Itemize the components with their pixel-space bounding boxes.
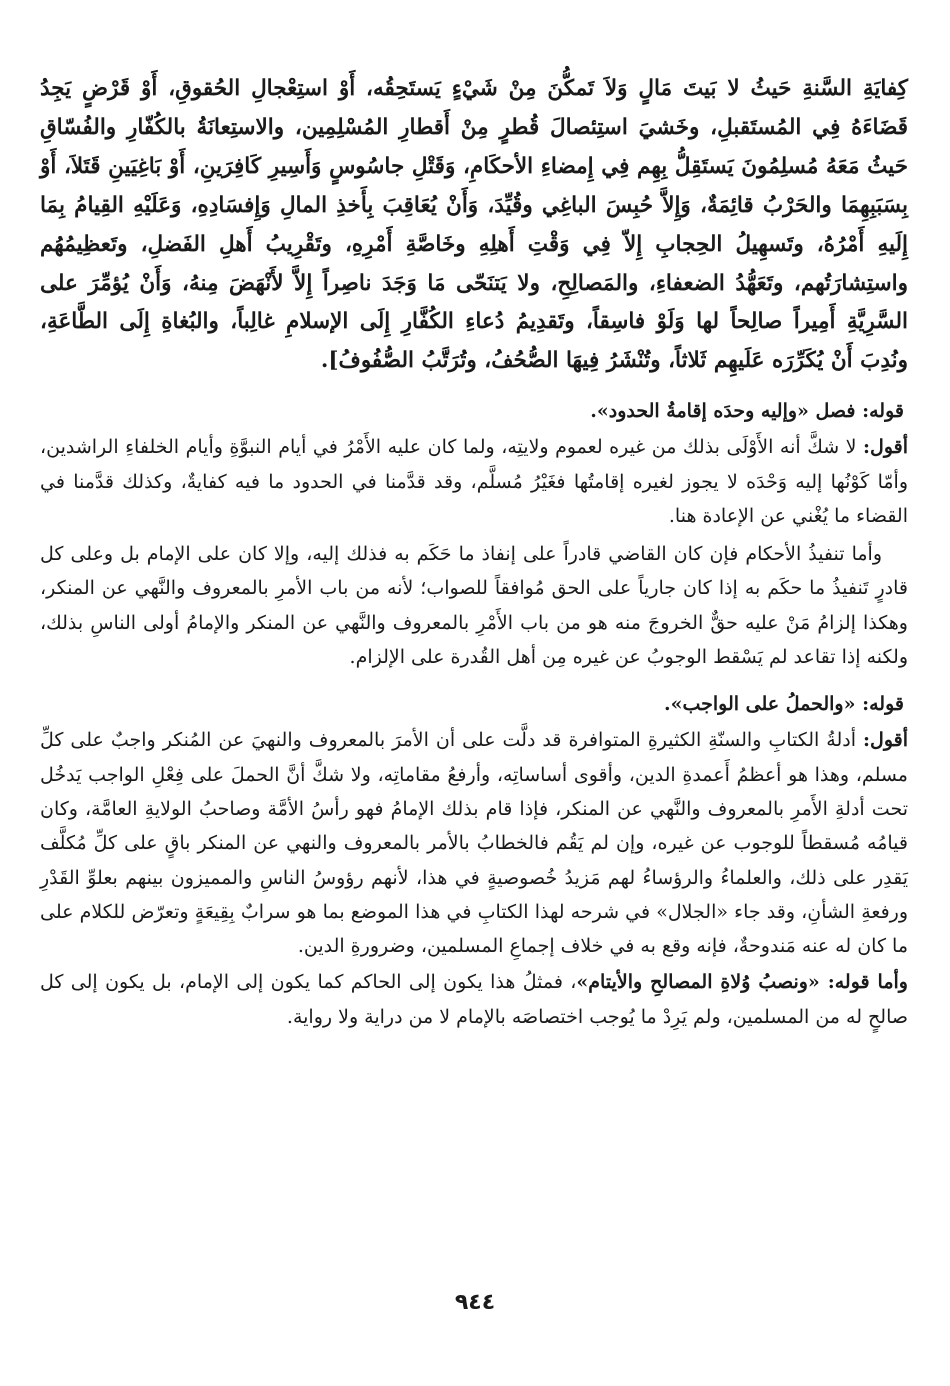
- paragraph-text: ، فمثلُ هذا يكون إلى الحاكم كما يكون إلى الإمام، بل يكون إلى كل صالحٍ له من المسلمين، ولم يَرِدْ ما يُوجب اختصاصَه بالإمام لا من دراية ولا رواية.: [40, 971, 908, 1028]
- matn-block: [40, 70, 908, 381]
- page-number: ٩٤٤: [454, 1290, 496, 1315]
- paragraph-text: أدلةُ الكتابِ والسنّةِ الكثيرةِ المتوافرة قد دلَّت على أن الأمرَ بالمعروف والنهيَ عن المُنكر واجبٌ على كلِّ مسلم، وهذا هو أعظمُ أَعمدةِ الدين، وأقوى أساساتِه، وأرفعُ مقاماتِه، ولا شكَّ أنَّ الحملَ على فِعْلِ الواجب يَدخُل تحت أدلةِ الأَمرِ بالمعروف والنَّهي عن المنكر، فإذا قام بذلك الإمامُ فهو رأسُ الأمَّة وصاحبُ الولايةِ العامَّة، وكان قيامُه مُسقطاً للوجوب عن غيره، وإن لم يَقُم فالخطابُ بالأمر بالمعروف والنهي عن المنكر باقٍ على كلِّ مُكلَّف يَقدِر على ذلك، والعلماءُ والرؤساءُ لهم مَزيدُ خُصوصيةٍ في هذا، لأنهم رؤوسُ الناسِ والمميزون بينهم بعلوِّ القَدْرِ ورفعةِ الشأنِ، وقد جاء «الجلال» في شرحه لهذا الكتابِ في هذا الموضع بما هو سرابٌ بِقِيعَةٍ وتعرّض للكلام على ما كان له عنه مَندوحةٌ، فإنه وقع به في خلاف إجماعِ المسلمين، وضرورةِ الدين.: [40, 729, 908, 958]
- sharh-paragraph: [40, 965, 908, 1034]
- qawluh-heading: قوله: فصل «وإليه وحدَه إقامةُ الحدود».: [590, 400, 904, 423]
- paragraph-lead: أقول:: [863, 436, 908, 459]
- matn-text: كِفايَةِ السَّنةِ حَيثُ لا بَيتَ مَالٍ وَلاَ تَمكُّنَ مِنْ شَيْءٍ يَستَحِقُه، أَوْ استِعْجالِ الحُقوقِ، أَوْ قَرْضٍ يَجِدُ قَضَاءَهُ فِي المُستَقبلِ، وخَشيَ استِئصالَ قُطرٍ مِنْ أَقطارِ المُسْلِمِين، والاستِعانَةُ بالكُفّارِ والفُسّاقِ حَيثُ مَعَهُ مُسلِمُونَ يَستَقِلُّ بِهِم فِي إِمضاءِ الأحكَامِ، وَقَتْلِ جاسُوسٍ وَأَسِيرِ كَافِرَينِ، أَوْ بَاغِيَينِ قَتَلاَ، أَوْ بِسَبَبِهِمَا والحَرْبُ قائِمَةٌ، وَإِلاَّ حُبِسَ الباغِي وقُيِّدَ، وَأَنْ يُعَاقِبَ بِأَخذِ المالِ وَإِفسَادِهِ، وَعَلَيْهِ القِيامُ بِمَا إِلَيهِ أَمْرُهُ، وتَسهِيلُ الحِجابِ إِلاّ فِي وَقْتِ أَهلِهِ وخَاصَّةِ أَمْرِهِ، وتَقْرِيبُ أَهلِ الفَضلِ، وتَعظِيمُهُم واستِشارَتُهم، وتَعَهُّدُ الضعفاءِ، والمَصالِحِ، ولا يَتنَحّى مَا وَجَدَ ناصِراً إِلاَّ لأَنْهَضَ مِنهُ، وَأَنْ يُؤمِّرَ على السَّرِيَّةِ أَمِيراً صالِحاً لها وَلَوْ فاسِقاً، وتَقدِيمُ دُعاءِ الكُفَّارِ إِلَى الإسلامِ غالِباً، والبُغاةِ إِلَى الطَّاعَةِ، ونُدِبَ أَنْ يُكَرِّرَه عَلَيهِم ثَلاثاً، وتُنْشَرُ فِيهَا الصُّحُفُ، وتُرَتَّبُ الصُّفُوفُ].: [40, 76, 908, 374]
- paragraph-text: لا شكَّ أنه الأَوْلَى بذلك من غيره لعموم ولايتِه، ولما كان عليه الأَمْرُ في أيام النبوَّةِ وأيام الخلفاءِ الراشدين، وأمّا كَوْنُها إليه وَحْدَه لا يجوز لغيره إقامتُها فغَيْرُ مُسلَّم، وقد قدَّمنا في الحدود ما فيه كفايةٌ، وكذلك قدَّمنا في القضاء ما يُغْني عن الإعادة هنا.: [40, 436, 908, 527]
- section-wajib: [40, 688, 908, 1034]
- sharh-paragraph: [40, 723, 908, 963]
- sharh-paragraph: [40, 430, 908, 533]
- qawluh-heading: قوله: «والحملُ على الواجب».: [663, 693, 904, 716]
- sharh-paragraph: [40, 537, 908, 674]
- page-body: [40, 70, 908, 1034]
- paragraph-lead: وأما قوله: «ونصبُ وُلاةِ المصالحِ والأيتام»: [576, 971, 908, 994]
- paragraph-lead: أقول:: [863, 729, 908, 752]
- paragraph-text: وأما تنفيذُ الأحكام فإن كان القاضي قادراً على إنفاذ ما حَكَم به فذلك إليه، وإلا كان على الإمام بل وعلى كل قادرٍ تَنفيذُ ما حكَم به إذا كان جارياً على الحق مُوافقاً للصواب؛ لأنه من باب الأمرِ بالمعروف والنَّهي عن المنكر، وهكذا إلزامُ مَنْ عليه حقٌّ الخروجَ منه هو من باب الأَمْرِ بالمعروف والنَّهي عن المنكر والإمامُ أولى الناسِ بذلك، ولكنه إذا تقاعد لم يَسْقط الوجوبُ عن غيره مِن أهل القُدرة على الإلزام.: [40, 543, 908, 669]
- section-hudud: [40, 395, 908, 674]
